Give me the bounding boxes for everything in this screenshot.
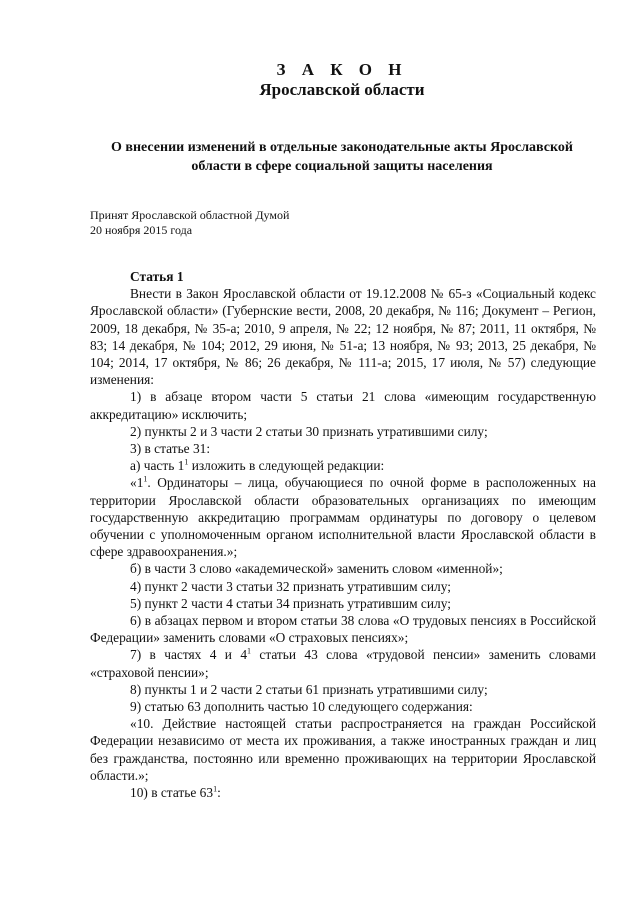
quote-1-text: «1	[130, 475, 144, 491]
item-7-text-end: статьи 43 слова «трудовой пенсии» заменить словами «страховой пенсии»;	[90, 647, 596, 680]
quote-1-superscript: 1	[143, 474, 148, 484]
quoted-text-1	[90, 474, 596, 560]
item-10-text: 10) в статье 63	[130, 785, 214, 801]
law-body	[90, 268, 596, 801]
law-subject-line2: области в сфере социальной защиты населения	[191, 159, 493, 174]
amendment-item-1: 1) в абзаце втором части 5 статьи 21 слова «имеющим государственную аккредитацию» исключить;	[90, 389, 596, 422]
item-3a-text-end: изложить в следующей редакции:	[188, 458, 385, 474]
amendment-item-7	[90, 646, 596, 680]
item-7-superscript: 1	[247, 647, 252, 656]
law-title: З А К О Н	[276, 60, 408, 79]
amendment-item-3b: б) в части 3 слово «академической» заменить словом «именной»;	[130, 561, 503, 577]
quote-1-text-end: . Ординаторы – лица, обучающиеся по очной форме в расположенных на территории Ярославской области образовательных организациях по имеющим государственную аккредитацию программам ординатуры по договору о целевом обучении с уполномоченным органом исполнительной власти Ярославской области в сфере здравоохранения.»;	[90, 475, 596, 560]
article-intro: Внести в Закон Ярославской области от 19.12.2008 № 65-з «Социальный кодекс Ярославской области» (Губернские вести, 2008, 20 декабря, № 116; Документ – Регион, 2009, 18 декабря, № 35-а; 2010, 9 апреля, № 22; 12 ноября, № 87; 2011, 11 октября, № 83; 14 декабря, № 104; 2012, 29 июня, № 51-а; 13 ноября, № 93; 2013, 25 декабря, № 104; 2014, 17 октября, № 86; 26 декабря, № 111-а; 2015, 17 июля, № 57) следующие изменения:	[90, 286, 596, 388]
item-7-text: 7) в частях 4 и 4	[130, 647, 248, 663]
law-subject-line1: О внесении изменений в отдельные законодательные акты Ярославской	[111, 140, 573, 155]
amendment-item-3a	[90, 457, 596, 474]
article-heading: Статья 1	[130, 269, 184, 284]
amendment-item-2: 2) пункты 2 и 3 части 2 статьи 30 признать утратившими силу;	[130, 423, 488, 439]
amendment-item-3: 3) в статье 31:	[130, 441, 211, 457]
law-subject	[88, 138, 596, 176]
amendment-item-4: 4) пункт 2 части 3 статьи 32 признать утратившим силу;	[130, 578, 451, 594]
amendment-item-8: 8) пункты 1 и 2 части 2 статьи 61 признать утратившими силу;	[130, 681, 488, 697]
item-3a-text: а) часть 1	[130, 458, 185, 474]
amendment-item-6: 6) в абзацах первом и втором статьи 38 слова «О трудовых пенсиях в Российской Федерации» заменить словами «О страховых пенсиях»;	[90, 613, 596, 646]
adoption-note	[90, 208, 289, 238]
item-3a-superscript: 1	[184, 457, 189, 467]
item-10-superscript: 1	[213, 784, 218, 794]
quoted-text-2: «10. Действие настоящей статьи распространяется на граждан Российской Федерации независимо от места их проживания, а также иностранных граждан и лиц без гражданства, постоянно или временно проживающих на территории Ярославской области.»;	[90, 716, 596, 783]
amendment-item-5: 5) пункт 2 части 4 статьи 34 признать утратившим силу;	[130, 595, 451, 611]
adoption-note-line2: 20 ноября 2015 года	[90, 223, 193, 237]
adoption-note-line1: Принят Ярославской областной Думой	[90, 208, 290, 222]
item-10-text-end: :	[217, 785, 221, 801]
law-region: Ярославской области	[259, 80, 425, 99]
amendment-item-9: 9) статью 63 дополнить частью 10 следующего содержания:	[130, 699, 473, 715]
amendment-item-10	[90, 784, 596, 801]
